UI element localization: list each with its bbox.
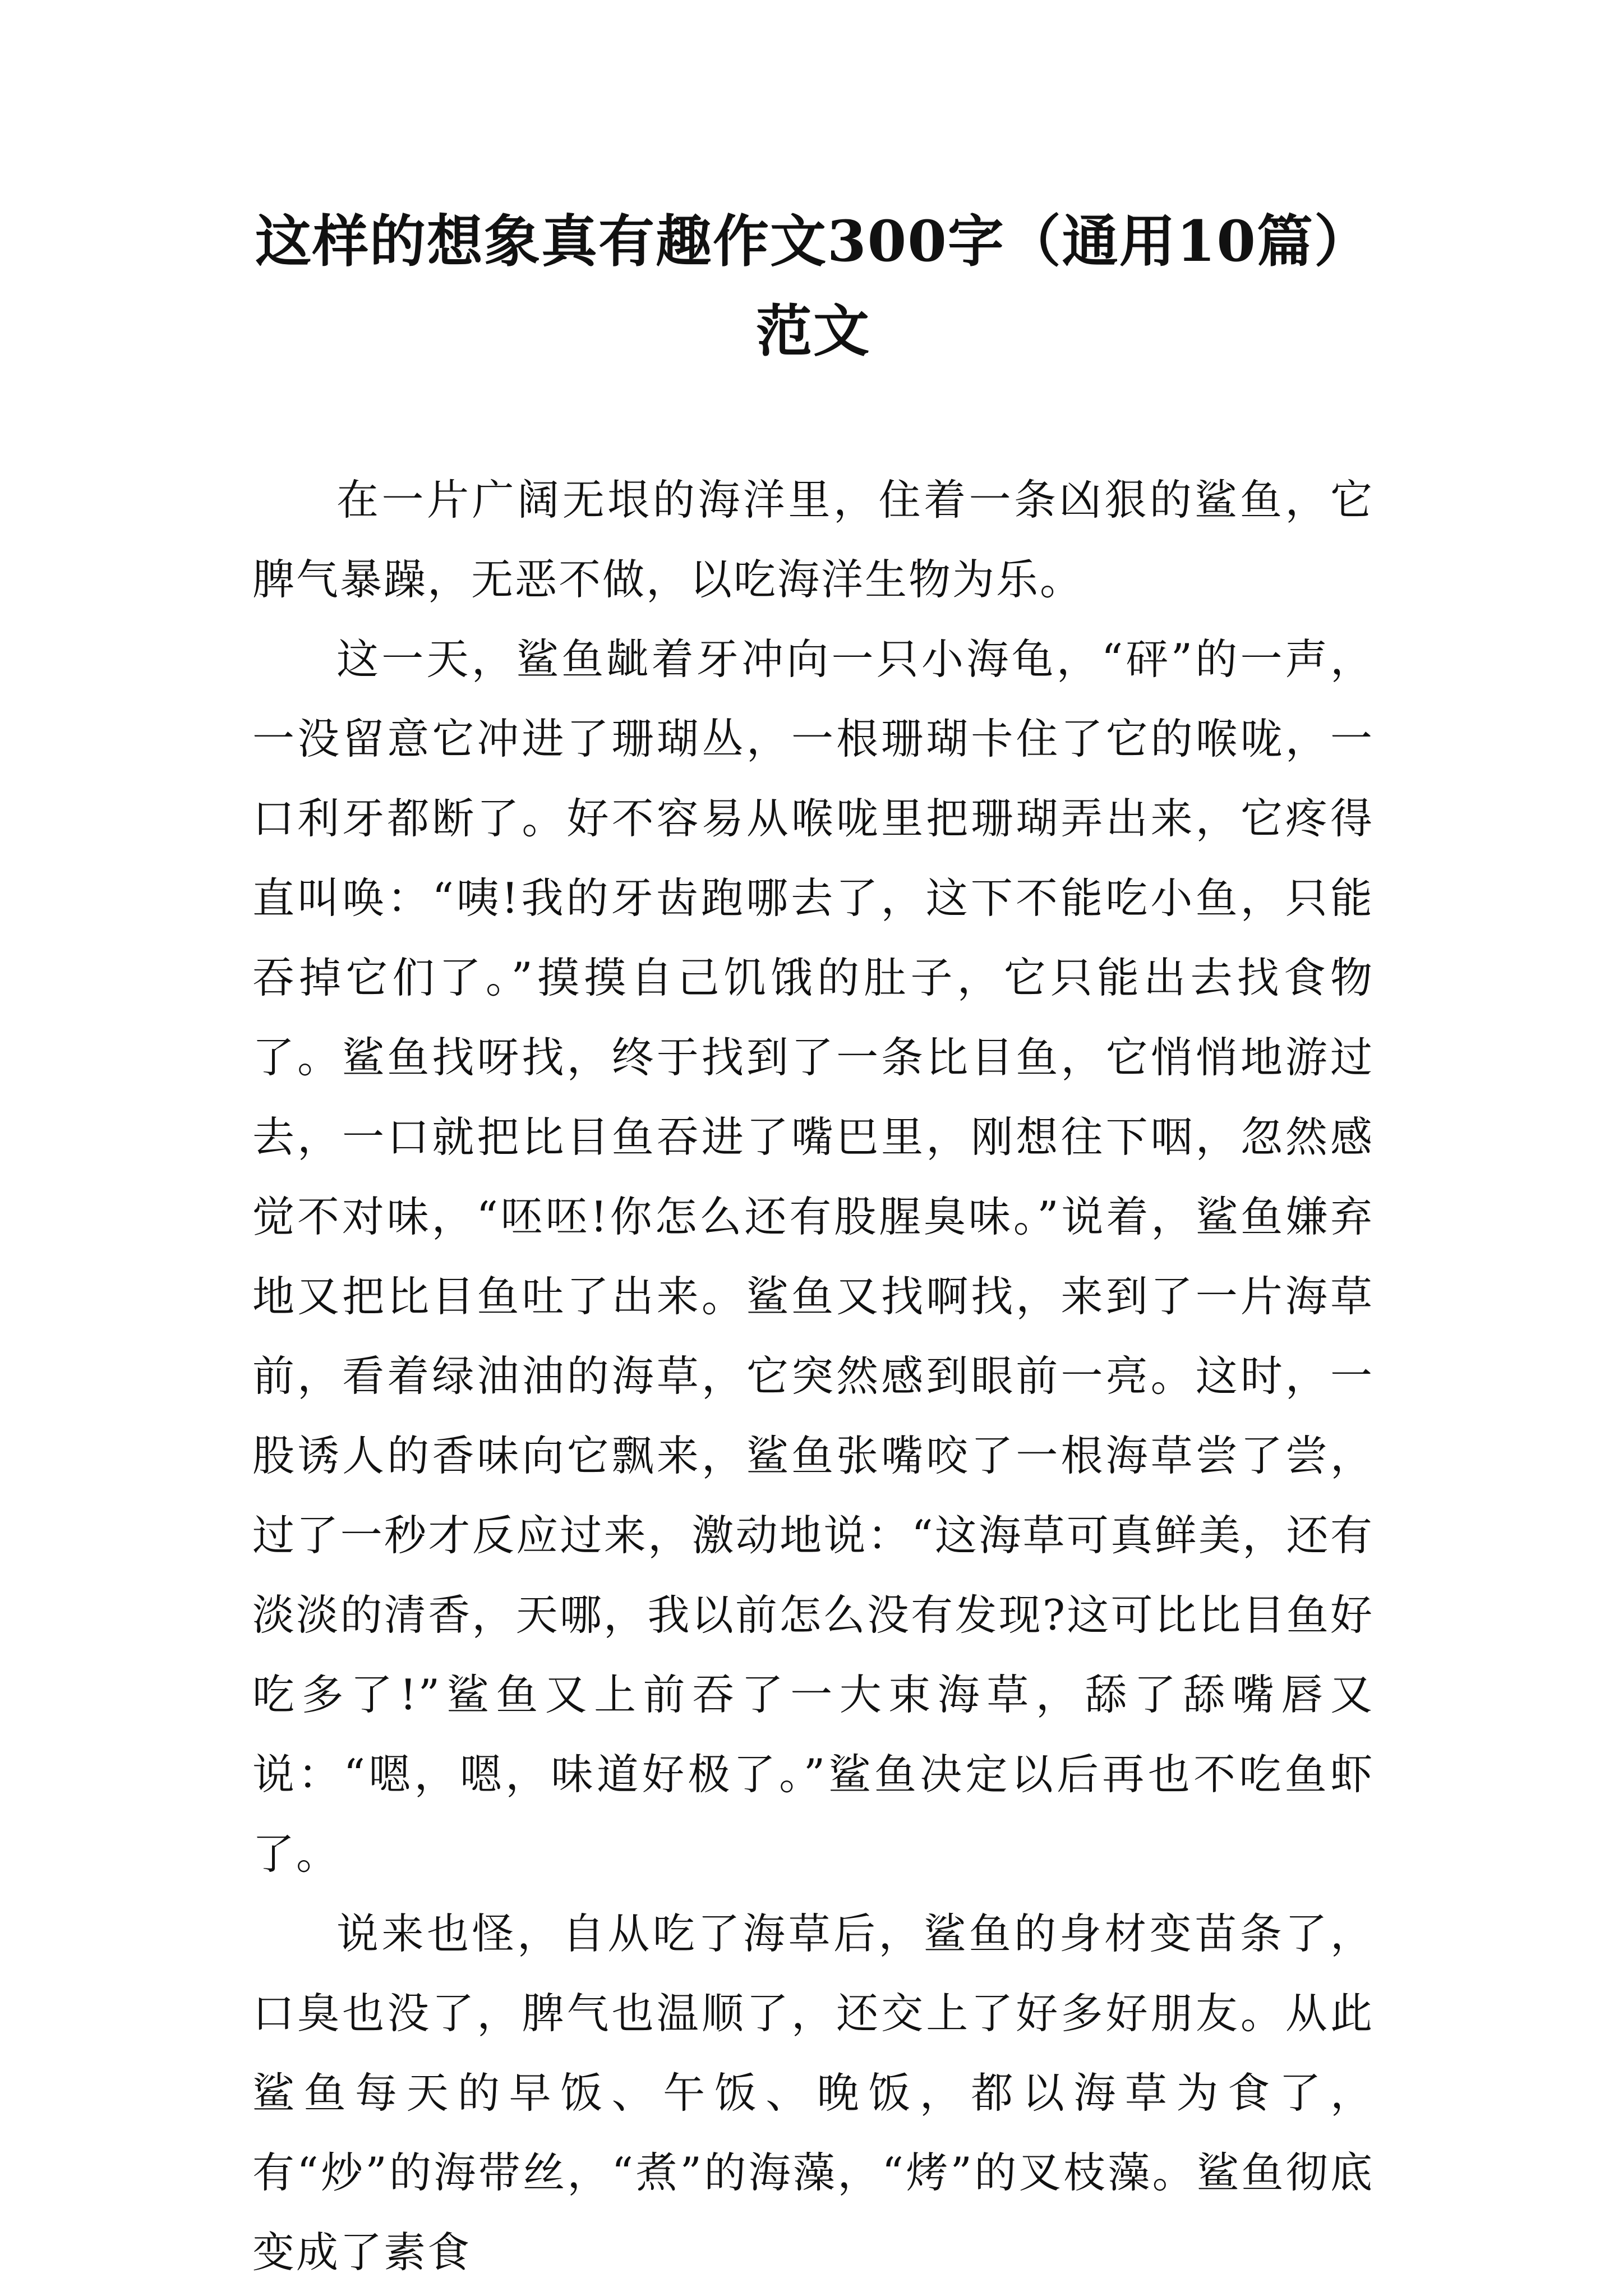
paragraph-1: 在一片广阔无垠的海洋里，住着一条凶狠的鲨鱼，它脾气暴躁，无恶不做，以吃海洋生物为乐。	[252, 475, 1374, 604]
document-body	[252, 460, 1374, 2292]
paragraph-3: 说来也怪，自从吃了海草后，鲨鱼的身材变苗条了，口臭也没了，脾气也温顺了，还交上了好多好朋友。从此鲨鱼每天的早饭、午饭、晚饭，都以海草为食了，有“炒”的海带丝，“煮”的海藻，“烤”的叉枝藻。鲨鱼彻底变成了素食	[252, 1909, 1374, 2277]
title-line-1: 这样的想象真有趣作文300字（通用10篇）	[255, 208, 1371, 274]
title-line-2: 范文	[756, 298, 870, 364]
paragraph-2: 这一天，鲨鱼龇着牙冲向一只小海龟，“砰”的一声，一没留意它冲进了珊瑚丛，一根珊瑚卡住了它的喉咙，一口利牙都断了。好不容易从喉咙里把珊瑚弄出来，它疼得直叫唤：“咦!我的牙齿跑哪去了，这下不能吃小鱼，只能吞掉它们了。”摸摸自己饥饿的肚子，它只能出去找食物了。鲨鱼找呀找，终于找到了一条比目鱼，它悄悄地游过去，一口就把比目鱼吞进了嘴巴里，刚想往下咽，忽然感觉不对味，“呸呸!你怎么还有股腥臭味。”说着，鲨鱼嫌弃地又把比目鱼吐了出来。鲨鱼又找啊找，来到了一片海草前，看着绿油油的海草，它突然感到眼前一亮。这时，一股诱人的香味向它飘来，鲨鱼张嘴咬了一根海草尝了尝，过了一秒才反应过来，激动地说：“这海草可真鲜美，还有淡淡的清香，天哪，我以前怎么没有发现?这可比比目鱼好吃多了!”鲨鱼又上前吞了一大束海草，舔了舔嘴唇又说：“嗯，嗯，味道好极了。”鲨鱼决定以后再也不吃鱼虾了。	[252, 634, 1374, 1879]
document-title	[213, 196, 1413, 376]
